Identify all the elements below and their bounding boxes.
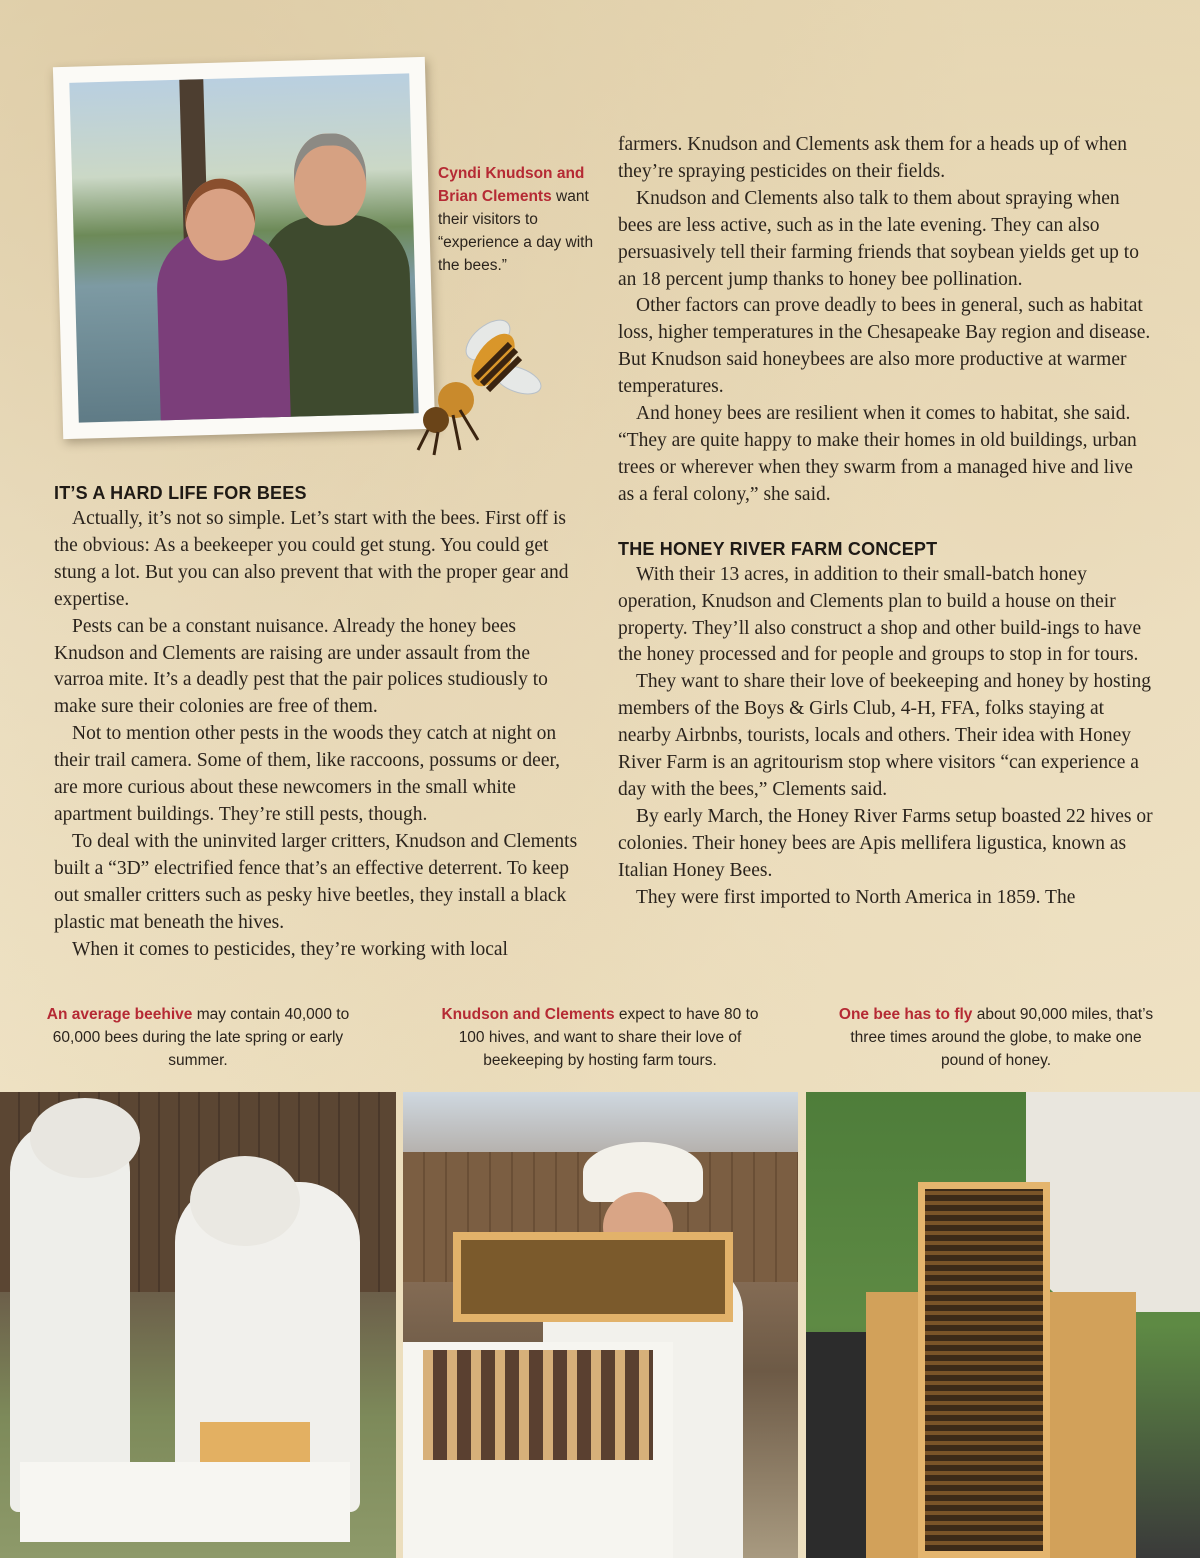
photo-caption [438,162,608,277]
body-paragraph: And honey bees are resilient when it comes to habitat, she said. “They are quite happy to make their homes in old buildings, urban trees or wherever when they swarm from a managed hive and live as a feral colony,” she said. [618,403,1137,505]
photo-caption-names: Cyndi Knudson and Brian Clements [438,165,585,205]
photo-caption-text: want their visitors to “experience a day with the bees.” [438,188,594,274]
beekeeper-hat-left [30,1098,140,1178]
body-paragraph: Knudson and Clements also talk to them about spraying when bees are less active, such as in the late evening. They can also persuasively tell their farming friends that soybean yields get up to an 18 percent jump thanks to honey bee pollination. [618,187,1139,290]
man-head [293,133,368,227]
hive-frames-top [423,1350,653,1460]
bottom-caption-highlight: One bee has to fly [838,1006,973,1023]
body-paragraph: farmers. Knudson and Clements ask them for a heads up of when they’re spraying pesticides on their fields. [618,134,1128,182]
section-heading-farm-concept: THE HONEY RIVER FARM CONCEPT [618,538,938,559]
couple-photo [53,57,435,439]
section-heading-hard-life: IT’S A HARD LIFE FOR BEES [54,483,307,503]
honey-bee-illustration [398,300,548,460]
body-paragraph: By early March, the Honey River Farms setup boasted 22 hives or colonies. Their honey bees are Apis mellifera ligustica, known as Italian Honey Bees. [618,805,1153,881]
left-column [54,480,584,963]
beekeeper-frame-photo [403,1092,798,1558]
beekeepers-photo [0,1092,396,1558]
couple-photo-image [69,73,418,422]
body-paragraph: Other factors can prove deadly to bees in general, such as habitat loss, higher temperatures in the Chesapeake Bay region and disease. But Knudson said honeybees are also more productive at warmer temperatures. [618,295,1151,398]
hive-frame [200,1422,310,1462]
bee-frame [453,1232,733,1322]
right-column [618,132,1153,911]
body-paragraph: When it comes to pesticides, they’re working with local [72,938,508,960]
beekeeper-arm [1026,1092,1200,1312]
bottom-caption-text: may contain 40,000 to 60,000 bees during the late spring or early summer. [52,1006,350,1069]
body-paragraph: Actually, it’s not so simple. Let’s start with the bees. First off is the obvious: As a beekeeper you could get stung. You could get stung a lot. But you can also prevent that with the proper gear and expertise. [54,508,569,610]
beekeeper-suit-left [10,1122,130,1512]
honeycomb-frame [918,1182,1050,1558]
bottom-caption-text: expect to have 80 to 100 hives, and want to share their love of beekeeping by hosting farm tours. [458,1006,759,1069]
bottom-caption-highlight: An average beehive [46,1006,193,1023]
beekeeper-hat-right [190,1156,300,1246]
bottom-caption-3 [838,1003,1154,1072]
bottom-caption-2 [430,1003,770,1072]
section-spacer [618,509,1153,536]
bottom-caption-1 [28,1003,368,1072]
body-paragraph: Pests can be a constant nuisance. Already the honey bees Knudson and Clements are raising are under assault from the varroa mite. It’s a deadly pest that the pair polices studiously to make sure their colonies are free of them. [54,615,548,718]
body-paragraph: With their 13 acres, in addition to their small-batch honey operation, Knudson and Clements plan to build a house on their property. They’ll also construct a shop and other build-ings to have the honey processed and for people and groups to stop in for tours. [618,563,1142,666]
body-paragraph: They want to share their love of beekeeping and honey by hosting members of the Boys & Girls Club, 4-H, FFA, folks staying at nearby Airbnbs, tourists, locals and others. Their idea with Honey River Farm is an agritourism stop where visitors “can experience a day with the bees,” Clements said. [618,671,1151,800]
hive-boxes [20,1462,350,1542]
honeycomb-frame-photo [806,1092,1200,1558]
bottom-caption-highlight: Knudson and Clements [441,1006,615,1023]
body-paragraph: To deal with the uninvited larger critters, Knudson and Clements built a “3D” electrified fence that’s an effective deterrent. To keep out smaller critters such as pesky hive beetles, they install a black plastic mat beneath the hives. [54,830,578,933]
body-paragraph: They were first imported to North America in 1859. The [636,886,1076,908]
body-paragraph: Not to mention other pests in the woods they catch at night on their trail camera. Some of them, like raccoons, possums or deer, are more curious about these newcomers in the small white apartment buildings. They’re still pests, though. [54,723,561,825]
bottom-caption-text: about 90,000 miles, that’s three times around the globe, to make one pound of honey. [850,1006,1154,1069]
